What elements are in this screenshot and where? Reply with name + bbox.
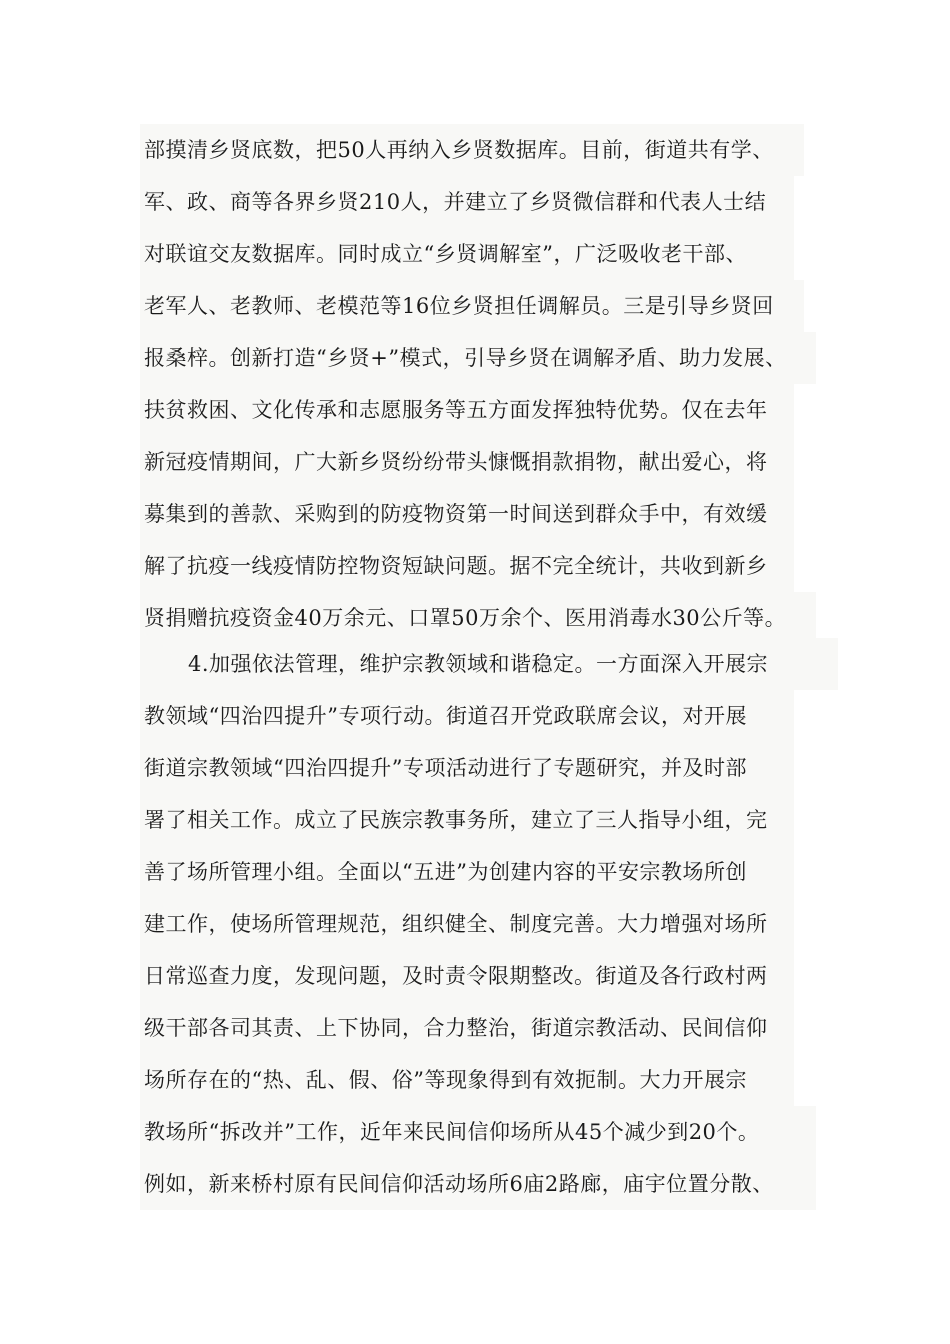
text-line: 军、政、商等各界乡贤210人，并建立了乡贤微信群和代表人士结 — [140, 176, 794, 228]
text-line: 日常巡查力度，发现问题，及时责令限期整改。街道及各行政村两 — [140, 950, 794, 1002]
text-line: 老军人、老教师、老模范等16位乡贤担任调解员。三是引导乡贤回 — [140, 280, 804, 332]
paragraph-religious-management — [140, 638, 820, 1210]
text-line: 例如，新来桥村原有民间信仰活动场所6庙2路廊，庙宇位置分散、 — [140, 1158, 816, 1210]
text-line: 善了场所管理小组。全面以“五进”为创建内容的平安宗教场所创 — [140, 846, 794, 898]
text-line-first: 4.加强依法管理，维护宗教领域和谐稳定。一方面深入开展宗 — [140, 638, 838, 690]
text-line: 募集到的善款、采购到的防疫物资第一时间送到群众手中，有效缓 — [140, 488, 794, 540]
text-line: 贤捐赠抗疫资金40万余元、口罩50万余个、医用消毒水30公斤等。 — [140, 592, 816, 644]
text-line: 级干部各司其责、上下协同，合力整治，街道宗教活动、民间信仰 — [140, 1002, 794, 1054]
text-line: 报桑梓。创新打造“乡贤+”模式，引导乡贤在调解矛盾、助力发展、 — [140, 332, 816, 384]
text-line: 部摸清乡贤底数，把50人再纳入乡贤数据库。目前，街道共有学、 — [140, 124, 804, 176]
text-line: 解了抗疫一线疫情防控物资短缺问题。据不完全统计，共收到新乡 — [140, 540, 794, 592]
text-line: 街道宗教领域“四治四提升”专项活动进行了专题研究，并及时部 — [140, 742, 794, 794]
text-line: 教领域“四治四提升”专项行动。街道召开党政联席会议，对开展 — [140, 690, 794, 742]
text-line: 教场所“拆改并”工作，近年来民间信仰场所从45个减少到20个。 — [140, 1106, 816, 1158]
text-line: 新冠疫情期间，广大新乡贤纷纷带头慷慨捐款捐物，献出爱心，将 — [140, 436, 794, 488]
text-line: 对联谊交友数据库。同时成立“乡贤调解室”，广泛吸收老干部、 — [140, 228, 794, 280]
text-line: 署了相关工作。成立了民族宗教事务所，建立了三人指导小组，完 — [140, 794, 794, 846]
text-line: 扶贫救困、文化传承和志愿服务等五方面发挥独特优势。仅在去年 — [140, 384, 794, 436]
text-line: 场所存在的“热、乱、假、俗”等现象得到有效扼制。大力开展宗 — [140, 1054, 794, 1106]
text-line: 建工作，使场所管理规范，组织健全、制度完善。大力增强对场所 — [140, 898, 794, 950]
paragraph-village-sages — [140, 124, 820, 644]
